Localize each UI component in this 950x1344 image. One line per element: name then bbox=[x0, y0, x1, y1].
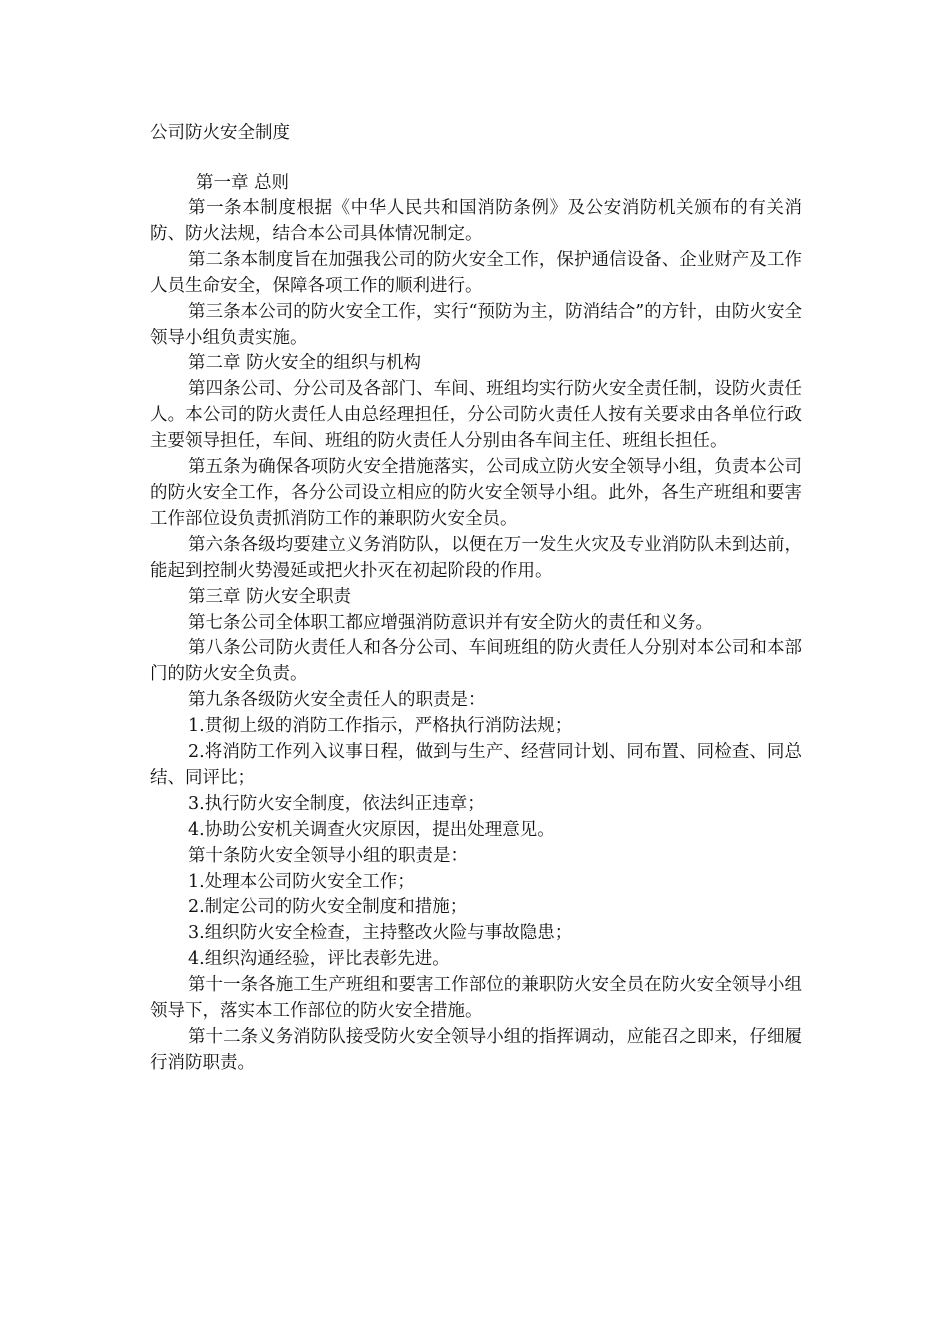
article-10-item-4: 4.组织沟通经验，评比表彰先进。 bbox=[188, 949, 450, 970]
article-10: 第十条防火安全领导小组的职责是： bbox=[188, 845, 468, 866]
chapter-3-heading: 第三章 防火安全职责 bbox=[188, 586, 352, 607]
article-9-item-1: 1.贯彻上级的消防工作指示，严格执行消防法规； bbox=[188, 716, 573, 737]
article-4: 第四条公司、分公司及各部门、车间、班组均实行防火安全责任制，设防火责任人。本公司的防火责任人由总经理担任，分公司防火责任人按有关要求由各单位行政主要领导担任，车间、班组的防火责任人分别由各车间主任、班组长担任。 bbox=[150, 379, 802, 452]
article-3: 第三条本公司的防火安全工作，实行“预防为主，防消结合”的方针，由防火安全领导小组负责实施。 bbox=[150, 301, 802, 348]
chapter-2-heading: 第二章 防火安全的组织与机构 bbox=[188, 353, 422, 374]
article-10-item-2: 2.制定公司的防火安全制度和措施； bbox=[188, 897, 468, 918]
article-11: 第十一条各施工生产班组和要害工作部位的兼职防火安全员在防火安全领导小组领导下，落实本工作部位的防火安全措施。 bbox=[150, 975, 802, 1022]
article-9-item-3: 3.执行防火安全制度，依法纠正违章； bbox=[188, 793, 485, 814]
chapter-1-heading: 第一章 总则 bbox=[196, 173, 290, 193]
article-12: 第十二条义务消防队接受防火安全领导小组的指挥调动，应能召之即来，仔细履行消防职责。 bbox=[150, 1027, 802, 1073]
article-9: 第九条各级防火安全责任人的职责是： bbox=[188, 690, 486, 711]
article-8: 第八条公司防火责任人和各分公司、车间班组的防火责任人分别对本公司和本部门的防火安全负责。 bbox=[150, 638, 802, 685]
article-9-item-2: 2.将消防工作列入议事日程，做到与生产、经营同计划、同布置、同检查、同总结、同评比； bbox=[150, 742, 802, 788]
article-5: 第五条为确保各项防火安全措施落实，公司成立防火安全领导小组，负责本公司的防火安全工作，各分公司设立相应的防火安全领导小组。此外，各生产班组和要害工作部位设负责抓消防工作的兼职防火安全员。 bbox=[150, 457, 802, 529]
article-10-item-3: 3.组织防火安全检查，主持整改火险与事故隐患； bbox=[188, 923, 573, 944]
article-1: 第一条本制度根据《中华人民共和国消防条例》及公安消防机关颁布的有关消防、防火法规，结合本公司具体情况制定。 bbox=[150, 198, 802, 244]
article-6: 第六条各级均要建立义务消防队，以便在万一发生火灾及专业消防队未到达前，能起到控制火势漫延或把火扑灭在初起阶段的作用。 bbox=[150, 534, 802, 581]
document-title: 公司防火安全制度 bbox=[150, 123, 290, 143]
document-body bbox=[150, 120, 802, 1077]
article-9-item-4: 4.协助公安机关调查火灾原因，提出处理意见。 bbox=[188, 819, 555, 840]
article-2: 第二条本制度旨在加强我公司的防火安全工作，保护通信设备、企业财产及工作人员生命安全，保障各项工作的顺利进行。 bbox=[150, 249, 802, 296]
article-7: 第七条公司全体职工都应增强消防意识并有安全防火的责任和义务。 bbox=[188, 612, 713, 633]
article-10-item-1: 1.处理本公司防火安全工作； bbox=[188, 871, 415, 892]
